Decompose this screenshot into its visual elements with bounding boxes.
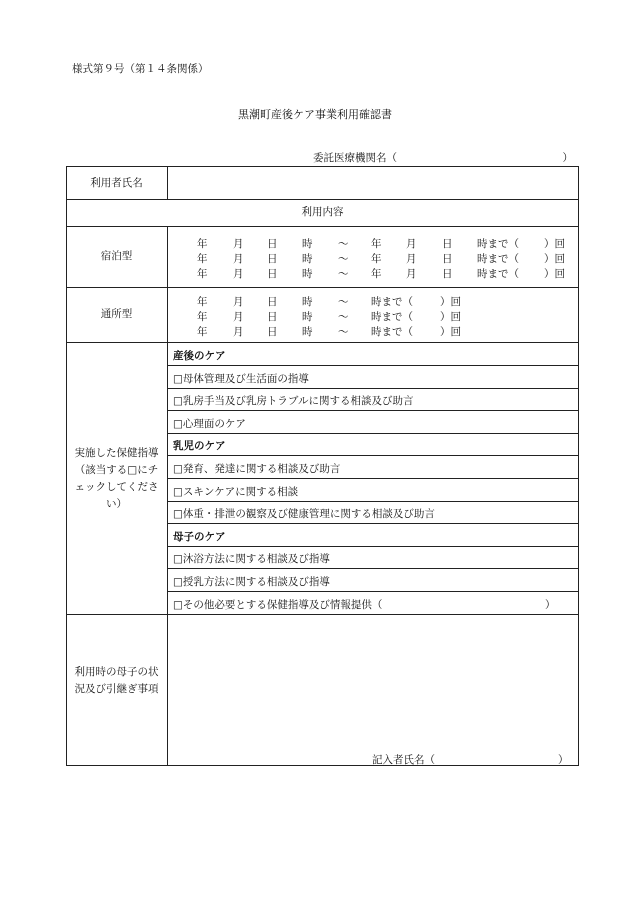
month-unit: 月 (233, 238, 244, 250)
times-label: ）回 (440, 296, 461, 308)
month-unit: 月 (406, 268, 417, 280)
form-number: 様式第９号（第１４条関係） (72, 63, 209, 75)
tilde: ～ (338, 326, 349, 338)
document-title: 黒潮町産後ケア事業利用確認書 (238, 108, 392, 121)
tilde: ～ (338, 296, 349, 308)
year-unit: 年 (197, 326, 208, 338)
tilde: ～ (338, 268, 349, 280)
day-unit: 日 (267, 296, 278, 308)
care-checkbox-item[interactable]: □乳房手当及び乳房トラブルに関する相談及び助言 (173, 395, 414, 407)
clinic-name-line[interactable] (313, 150, 573, 165)
month-unit: 月 (233, 326, 244, 338)
day-type-label: 通所型 (100, 308, 133, 320)
row-separator (66, 226, 579, 227)
times-label: ）回 (544, 268, 565, 280)
care-checkbox-item[interactable]: □体重・排泄の観察及び健康管理に関する相談及び助言 (173, 508, 435, 520)
recorder-name-close: ） (558, 754, 569, 766)
row-separator (66, 199, 579, 200)
month-unit: 月 (406, 238, 417, 250)
times-label: ）回 (440, 311, 461, 323)
care-checkbox-item[interactable]: □スキンケアに関する相談 (173, 486, 299, 498)
care-separator (167, 501, 579, 502)
until-label: 時まで（ (371, 311, 413, 323)
clinic-name-label: 委託医療機関名（ (313, 152, 397, 164)
month-unit: 月 (406, 253, 417, 265)
month-unit: 月 (233, 296, 244, 308)
day-unit: 日 (442, 253, 453, 265)
clinic-name-close: ） (562, 152, 573, 164)
category-header: 乳児のケア (173, 440, 226, 452)
hour-unit: 時 (302, 268, 313, 280)
day-unit: 日 (267, 268, 278, 280)
content-header: 利用内容 (301, 206, 344, 218)
handover-notes-area[interactable] (168, 615, 578, 765)
care-separator (167, 546, 579, 547)
year-unit: 年 (197, 268, 208, 280)
times-label: ）回 (544, 238, 565, 250)
until-label: 時まで（ (371, 326, 413, 338)
month-unit: 月 (233, 253, 244, 265)
day-unit: 日 (267, 238, 278, 250)
care-checkbox-item[interactable]: □授乳方法に関する相談及び指導 (173, 576, 330, 588)
month-unit: 月 (233, 311, 244, 323)
hour-unit: 時 (302, 253, 313, 265)
year-unit: 年 (371, 238, 382, 250)
year-unit: 年 (197, 238, 208, 250)
day-unit: 日 (267, 311, 278, 323)
care-other-item[interactable]: □その他必要とする保健指導及び情報提供（ (173, 599, 383, 611)
hour-unit: 時 (302, 296, 313, 308)
care-separator (167, 478, 579, 479)
user-name-label: 利用者氏名 (90, 177, 143, 189)
care-separator (167, 591, 579, 592)
until-label: 時まで（ (477, 268, 519, 280)
tilde: ～ (338, 238, 349, 250)
day-unit: 日 (267, 253, 278, 265)
day-unit: 日 (267, 326, 278, 338)
until-label: 時まで（ (477, 253, 519, 265)
row-separator (66, 287, 579, 288)
care-checkbox-item[interactable]: □沐浴方法に関する相談及び指導 (173, 553, 330, 565)
care-separator (167, 433, 579, 434)
category-header: 産後のケア (173, 350, 226, 362)
care-checkbox-item[interactable]: □心理面のケア (173, 418, 246, 430)
care-checkbox-item[interactable]: □母体管理及び生活面の指導 (173, 373, 309, 385)
times-label: ）回 (544, 253, 565, 265)
care-separator (167, 365, 579, 366)
until-label: 時まで（ (477, 238, 519, 250)
tilde: ～ (338, 311, 349, 323)
care-separator (167, 455, 579, 456)
times-label: ）回 (440, 326, 461, 338)
care-separator (167, 523, 579, 524)
recorder-name-label: 記入者氏名（ (372, 754, 435, 766)
until-label: 時まで（ (371, 296, 413, 308)
year-unit: 年 (197, 311, 208, 323)
care-separator (167, 388, 579, 389)
care-other-close: ） (545, 599, 556, 611)
care-checkbox-item[interactable]: □発育、発達に関する相談及び助言 (173, 463, 341, 475)
day-unit: 日 (442, 238, 453, 250)
year-unit: 年 (197, 296, 208, 308)
category-header: 母子のケア (173, 531, 226, 543)
year-unit: 年 (371, 268, 382, 280)
care-separator (167, 410, 579, 411)
month-unit: 月 (233, 268, 244, 280)
tilde: ～ (338, 253, 349, 265)
hour-unit: 時 (302, 311, 313, 323)
year-unit: 年 (197, 253, 208, 265)
stay-type-label: 宿泊型 (100, 250, 133, 262)
handover-label: 利用時の母子の状況及び引継ぎ事項 (74, 666, 159, 695)
day-unit: 日 (442, 268, 453, 280)
user-name-field[interactable] (168, 167, 578, 199)
year-unit: 年 (371, 253, 382, 265)
hour-unit: 時 (302, 326, 313, 338)
row-separator (66, 342, 579, 343)
care-section-label: 実施した保健指導（該当する□にチェックしてください） (74, 447, 159, 510)
care-separator (167, 568, 579, 569)
hour-unit: 時 (302, 238, 313, 250)
